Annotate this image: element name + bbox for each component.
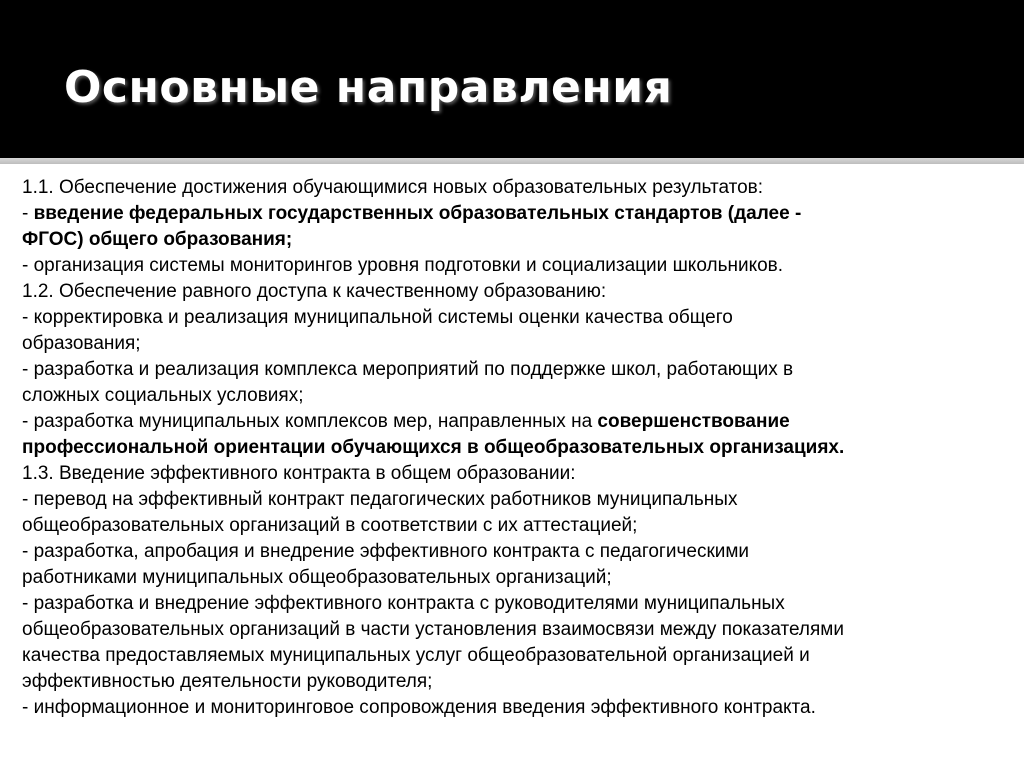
text-line bbox=[22, 617, 1022, 643]
text-line bbox=[22, 591, 1022, 617]
text-run: 1.3. Введение эффективного контракта в общем образовании: bbox=[22, 463, 576, 484]
slide-body-text bbox=[22, 175, 1022, 721]
text-run: сложных социальных условиях; bbox=[22, 385, 304, 406]
text-run: работниками муниципальных общеобразовательных организаций; bbox=[22, 567, 612, 588]
text-run: эффективностью деятельности руководителя; bbox=[22, 671, 433, 692]
text-line bbox=[22, 695, 1022, 721]
text-line bbox=[22, 383, 1022, 409]
text-run: общеобразовательных организаций в соответствии с их аттестацией; bbox=[22, 515, 638, 536]
text-line bbox=[22, 201, 1022, 227]
bold-text-run: профессиональной ориентации обучающихся в общеобразовательных организациях. bbox=[22, 437, 845, 458]
text-line bbox=[22, 305, 1022, 331]
text-line bbox=[22, 669, 1022, 695]
text-line bbox=[22, 253, 1022, 279]
text-line bbox=[22, 409, 1022, 435]
text-line bbox=[22, 565, 1022, 591]
text-line bbox=[22, 513, 1022, 539]
text-line bbox=[22, 539, 1022, 565]
text-line bbox=[22, 331, 1022, 357]
text-run: образования; bbox=[22, 333, 141, 354]
slide-title: Основные направления bbox=[64, 62, 673, 113]
bold-text-run: совершенствование bbox=[597, 411, 790, 432]
text-line bbox=[22, 175, 1022, 201]
text-line bbox=[22, 643, 1022, 669]
bold-text-run: ФГОС) общего образования; bbox=[22, 229, 293, 250]
text-run: - разработка, апробация и внедрение эффективного контракта с педагогическими bbox=[22, 541, 750, 562]
text-line bbox=[22, 435, 1022, 461]
text-line bbox=[22, 487, 1022, 513]
text-run: 1.2. Обеспечение равного доступа к качественному образованию: bbox=[22, 281, 607, 302]
text-run: - разработка и внедрение эффективного контракта с руководителями муниципальных bbox=[22, 593, 785, 614]
text-line bbox=[22, 461, 1022, 487]
text-run: - bbox=[22, 203, 34, 224]
text-run: 1.1. Обеспечение достижения обучающимися новых образовательных результатов: bbox=[22, 177, 764, 198]
text-line bbox=[22, 227, 1022, 253]
text-run: качества предоставляемых муниципальных услуг общеобразовательной организацией и bbox=[22, 645, 810, 666]
text-run: - корректировка и реализация муниципальной системы оценки качества общего bbox=[22, 307, 733, 328]
title-bar bbox=[0, 0, 1024, 158]
text-run: общеобразовательных организаций в части установления взаимосвязи между показателями bbox=[22, 619, 844, 640]
text-line bbox=[22, 279, 1022, 305]
text-line bbox=[22, 357, 1022, 383]
bold-text-run: введение федеральных государственных образовательных стандартов (далее - bbox=[33, 203, 802, 224]
text-run: - разработка и реализация комплекса мероприятий по поддержке школ, работающих в bbox=[22, 359, 794, 380]
text-run: - перевод на эффективный контракт педагогических работников муниципальных bbox=[22, 489, 738, 510]
text-run: - разработка муниципальных комплексов мер, направленных на bbox=[22, 411, 598, 432]
text-run: - информационное и мониторинговое сопровождения введения эффективного контракта. bbox=[22, 697, 816, 718]
text-run: - организация системы мониторингов уровня подготовки и социализации школьников. bbox=[22, 255, 784, 276]
